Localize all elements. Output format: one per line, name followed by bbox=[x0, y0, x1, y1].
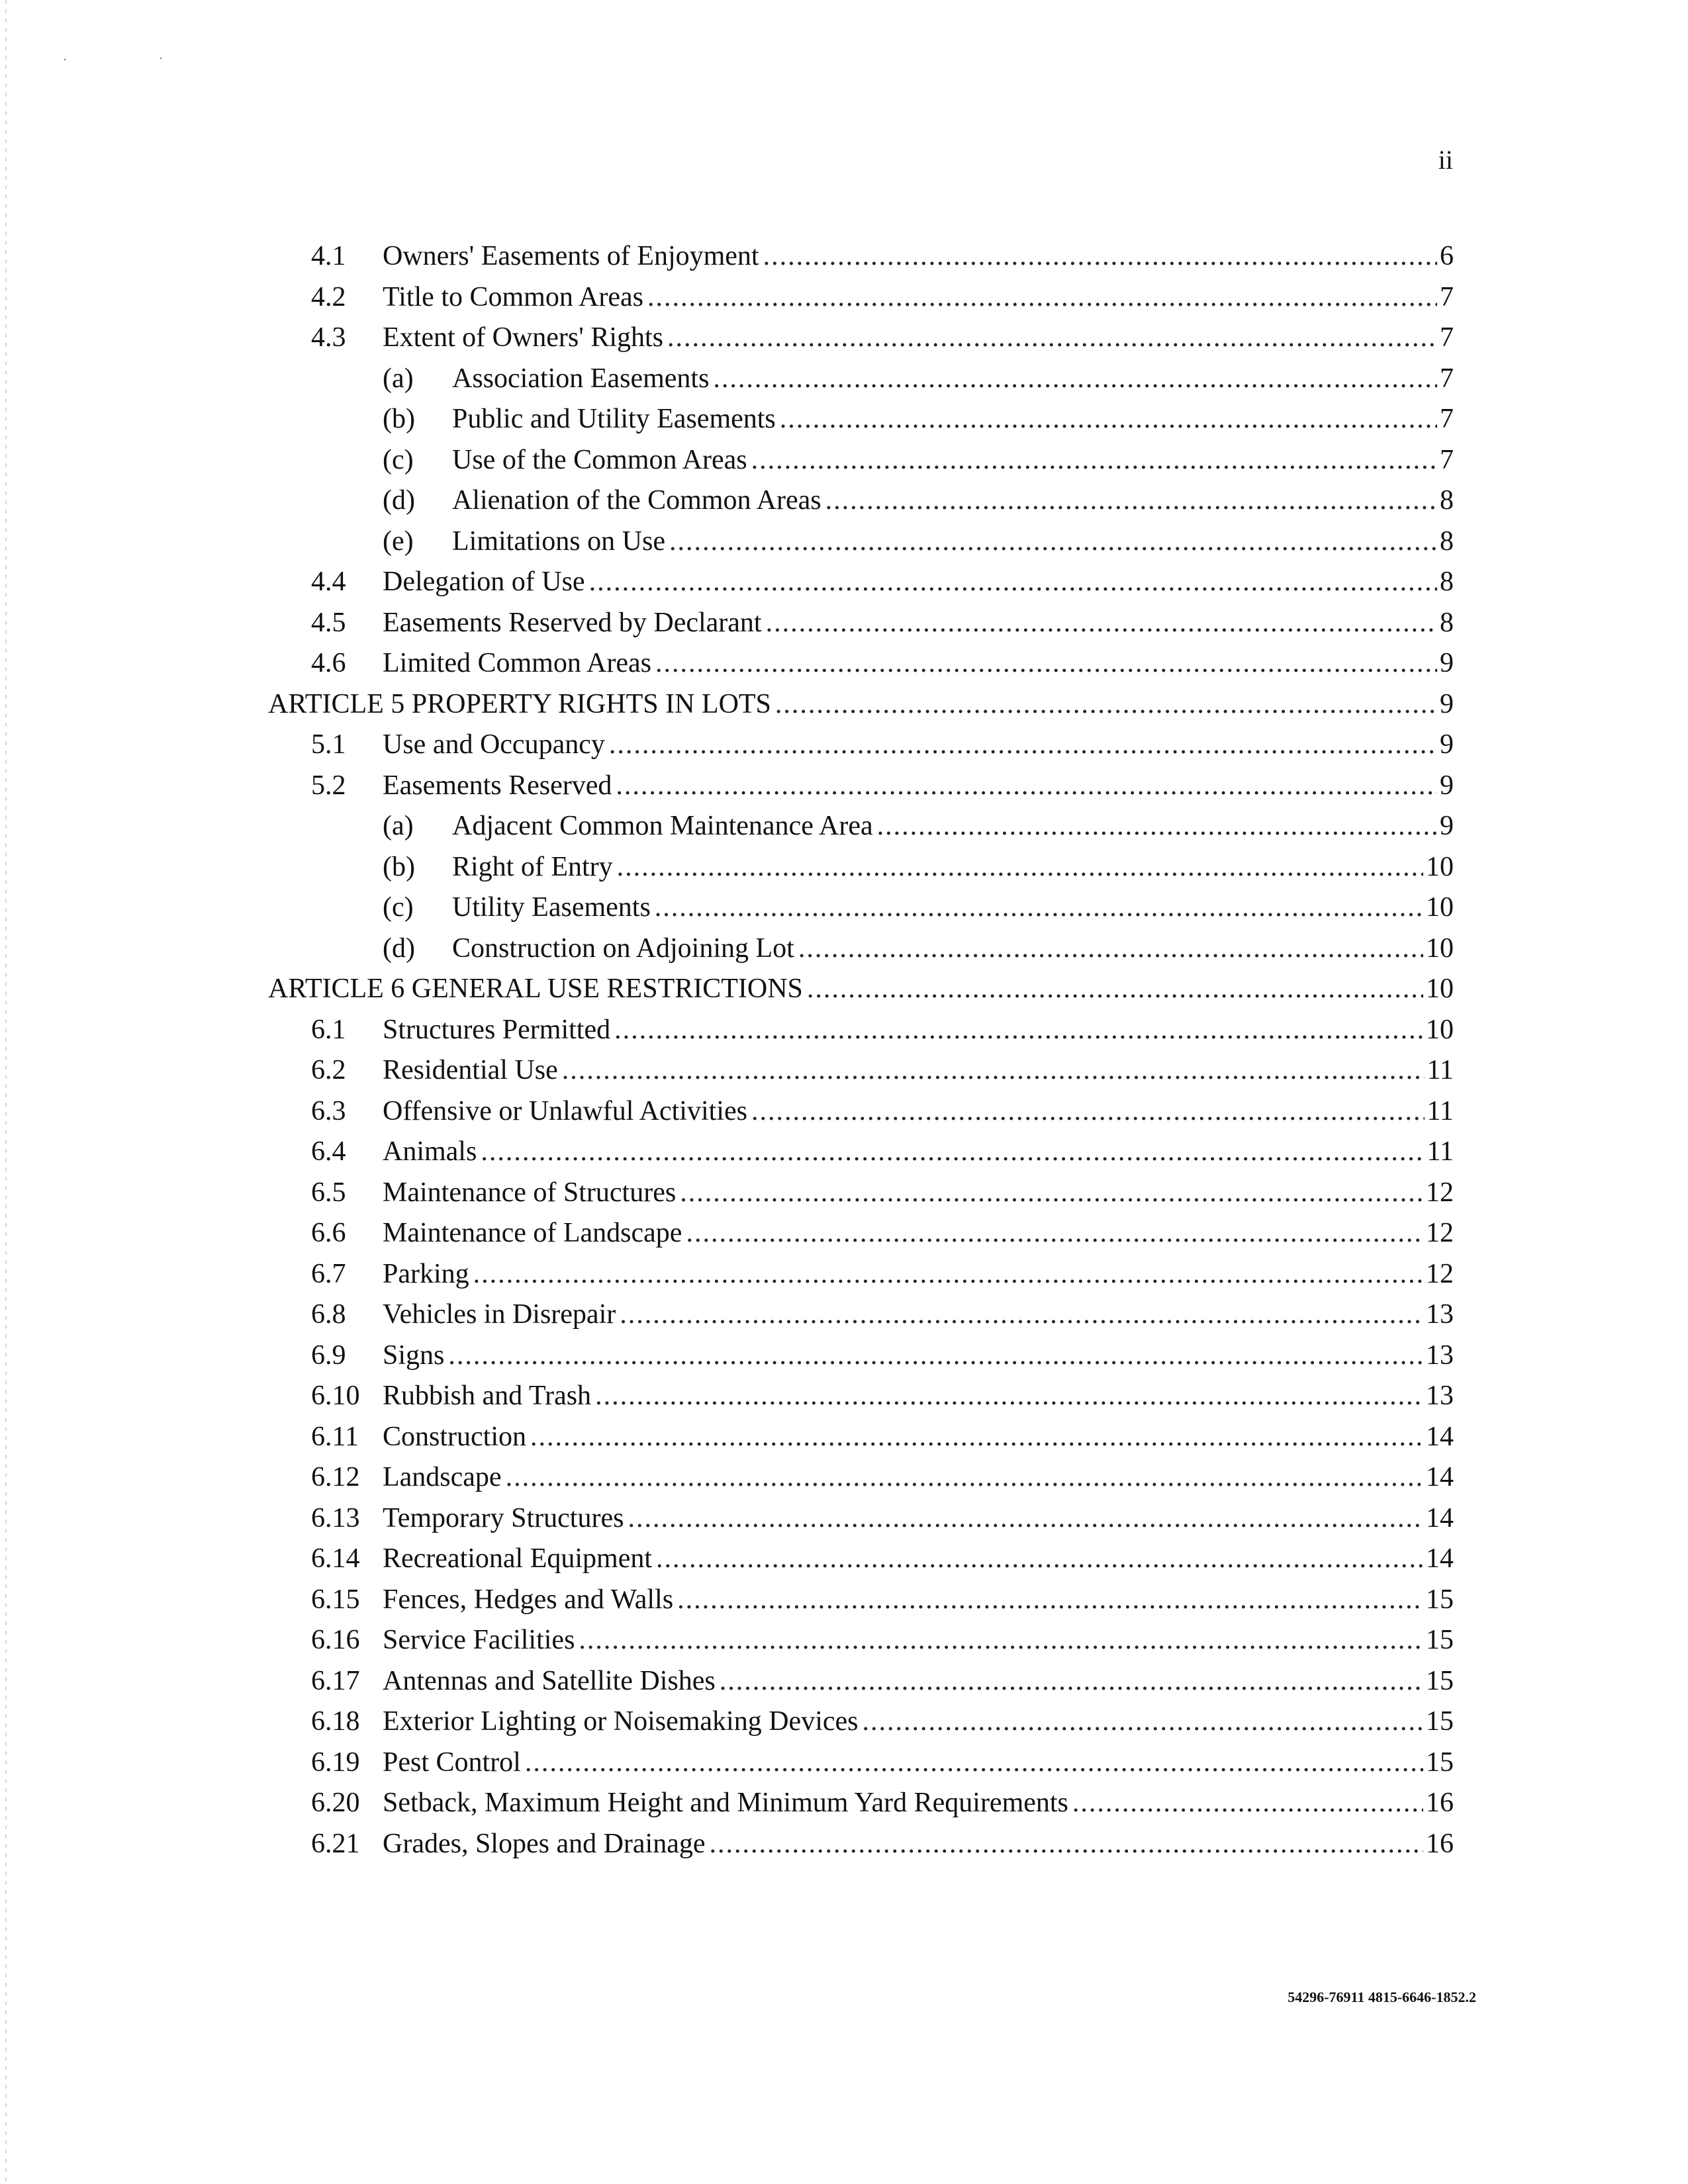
toc-section-entry bbox=[0, 1619, 1688, 1661]
toc-entry-title: Public and Utility Easements bbox=[452, 404, 776, 434]
toc-entry-title: Recreational Equipment bbox=[383, 1543, 653, 1574]
toc-entry-title: Owners' Easements of Enjoyment bbox=[383, 241, 759, 271]
toc-entry-page: 8 bbox=[1440, 567, 1454, 597]
toc-entry-number: 6.14 bbox=[311, 1543, 360, 1574]
toc-entry-page: 8 bbox=[1440, 525, 1454, 557]
toc-section-entry bbox=[0, 1335, 1688, 1376]
toc-entry-page: 15 bbox=[1426, 1584, 1454, 1615]
toc-section-entry bbox=[0, 277, 1688, 318]
dot-leader bbox=[620, 1294, 1423, 1335]
toc-entry-number: 6.7 bbox=[311, 1258, 346, 1289]
dot-leader bbox=[710, 1823, 1423, 1864]
toc-entry-page: 10 bbox=[1426, 933, 1454, 964]
dot-leader bbox=[617, 846, 1423, 887]
toc-entry-page: 11 bbox=[1427, 1055, 1454, 1085]
toc-entry-title: Rubbish and Trash bbox=[383, 1381, 592, 1411]
toc-entry-line bbox=[383, 1579, 1454, 1620]
toc-entry-line bbox=[383, 236, 1454, 277]
toc-entry-page: 13 bbox=[1426, 1381, 1454, 1411]
toc-entry-number: (d) bbox=[383, 933, 415, 964]
toc-entry-line bbox=[452, 887, 1454, 928]
toc-entry-page: 8 bbox=[1440, 485, 1454, 516]
dot-leader bbox=[473, 1253, 1423, 1295]
toc-entry-number: (b) bbox=[383, 404, 415, 434]
toc-entry-page: 8 bbox=[1440, 607, 1454, 638]
toc-entry-number: 4.4 bbox=[311, 567, 346, 597]
toc-entry-number: 6.3 bbox=[311, 1095, 346, 1126]
toc-entry-number: 6.12 bbox=[311, 1462, 360, 1492]
toc-subsection-entry bbox=[0, 521, 1688, 562]
toc-entry-title: Easements Reserved bbox=[383, 770, 612, 801]
toc-entry-line bbox=[383, 1416, 1454, 1457]
dot-leader bbox=[751, 439, 1437, 480]
toc-section-entry bbox=[0, 1498, 1688, 1539]
toc-entry-page: 10 bbox=[1426, 851, 1454, 882]
toc-entry-title: Delegation of Use bbox=[383, 567, 585, 597]
toc-section-entry bbox=[0, 602, 1688, 643]
toc-subsection-entry bbox=[0, 480, 1688, 521]
toc-entry-page: 7 bbox=[1440, 281, 1454, 312]
toc-entry-page: 6 bbox=[1440, 241, 1454, 271]
dot-leader bbox=[751, 1091, 1425, 1132]
toc-entry-title: Easements Reserved by Declarant bbox=[383, 607, 762, 638]
toc-entry-line bbox=[383, 1294, 1454, 1335]
dot-leader bbox=[616, 765, 1437, 806]
toc-section-entry bbox=[0, 1782, 1688, 1823]
toc-entry-number: 6.2 bbox=[311, 1055, 346, 1085]
toc-entry-title: Temporary Structures bbox=[383, 1502, 624, 1533]
toc-entry-number: 5.2 bbox=[311, 770, 346, 801]
toc-entry-page: 12 bbox=[1426, 1258, 1454, 1289]
toc-section-entry bbox=[0, 236, 1688, 277]
toc-entry-page: 9 bbox=[1440, 688, 1454, 719]
toc-entry-line bbox=[383, 1457, 1454, 1498]
document-code: 54296-76911 4815-6646-1852.2 bbox=[1288, 1989, 1476, 2005]
dot-leader bbox=[506, 1457, 1423, 1498]
toc-subsection-entry bbox=[0, 928, 1688, 969]
toc-entry-line bbox=[452, 846, 1454, 887]
dot-leader bbox=[609, 724, 1437, 765]
toc-subsection-entry bbox=[0, 805, 1688, 846]
toc-article-entry bbox=[0, 684, 1688, 725]
toc-entry-line bbox=[383, 561, 1454, 602]
toc-section-entry bbox=[0, 1009, 1688, 1050]
toc-entry-line bbox=[383, 1172, 1454, 1213]
toc-entry-title: Title to Common Areas bbox=[383, 281, 643, 312]
toc-entry-title: Exterior Lighting or Noisemaking Devices bbox=[383, 1706, 859, 1737]
dot-leader bbox=[589, 561, 1437, 602]
toc-entry-title: Construction on Adjoining Lot bbox=[452, 933, 794, 964]
dot-leader bbox=[579, 1619, 1423, 1661]
toc-entry-title: Maintenance of Landscape bbox=[383, 1218, 682, 1248]
toc-entry-title: Utility Easements bbox=[452, 892, 651, 923]
dot-leader bbox=[525, 1742, 1423, 1783]
toc-entry-number: 6.21 bbox=[311, 1828, 360, 1859]
toc-entry-page: 11 bbox=[1427, 1136, 1454, 1167]
dot-leader bbox=[766, 602, 1437, 643]
toc-entry-number: (c) bbox=[383, 444, 414, 475]
toc-section-entry bbox=[0, 1416, 1688, 1457]
dot-leader bbox=[448, 1335, 1423, 1376]
dot-leader bbox=[655, 643, 1437, 684]
toc-entry-title: Landscape bbox=[383, 1462, 502, 1492]
toc-section-entry bbox=[0, 1212, 1688, 1253]
toc-entry-line bbox=[452, 398, 1454, 439]
toc-entry-title: Alienation of the Common Areas bbox=[452, 485, 821, 516]
toc-entry-page: 14 bbox=[1426, 1421, 1454, 1452]
toc-entry-line bbox=[383, 765, 1454, 806]
toc-section-entry bbox=[0, 1172, 1688, 1213]
toc-entry-page: 7 bbox=[1440, 444, 1454, 475]
toc-entry-page: 9 bbox=[1440, 729, 1454, 760]
toc-entry-page: 7 bbox=[1440, 404, 1454, 434]
dot-leader bbox=[877, 805, 1437, 846]
scan-speck: · bbox=[63, 53, 67, 66]
dot-leader bbox=[530, 1416, 1423, 1457]
toc-entry-number: 4.2 bbox=[311, 281, 346, 312]
toc-entry-line bbox=[383, 602, 1454, 643]
toc-entry-title: ARTICLE 6 GENERAL USE RESTRICTIONS bbox=[268, 974, 803, 1004]
dot-leader bbox=[1072, 1782, 1423, 1823]
toc-entry-title: Structures Permitted bbox=[383, 1014, 611, 1045]
toc-entry-title: Signs bbox=[383, 1340, 445, 1371]
toc-entry-line bbox=[383, 724, 1454, 765]
toc-entry-page: 16 bbox=[1426, 1828, 1454, 1859]
toc-entry-title: Construction bbox=[383, 1421, 526, 1452]
toc-entry-line bbox=[383, 1661, 1454, 1702]
toc-entry-page: 7 bbox=[1440, 363, 1454, 394]
toc-section-entry bbox=[0, 1538, 1688, 1579]
toc-entry-number: 6.10 bbox=[311, 1381, 360, 1411]
dot-leader bbox=[595, 1375, 1423, 1416]
toc-entry-line bbox=[383, 1091, 1454, 1132]
toc-entry-line bbox=[383, 1538, 1454, 1579]
toc-entry-number: 6.19 bbox=[311, 1747, 360, 1778]
toc-entry-line bbox=[383, 1619, 1454, 1661]
toc-entry-number: 6.1 bbox=[311, 1014, 346, 1045]
dot-leader bbox=[863, 1701, 1424, 1742]
toc-entry-line bbox=[268, 968, 1454, 1009]
toc-entry-number: 6.5 bbox=[311, 1177, 346, 1208]
toc-entry-title: Vehicles in Disrepair bbox=[383, 1299, 616, 1330]
toc-entry-line bbox=[383, 1498, 1454, 1539]
toc-entry-page: 16 bbox=[1426, 1788, 1454, 1818]
toc-entry-line bbox=[452, 928, 1454, 969]
toc-entry-title: Extent of Owners' Rights bbox=[383, 322, 664, 353]
toc-entry-number: 6.15 bbox=[311, 1584, 360, 1615]
dot-leader bbox=[647, 277, 1437, 318]
dot-leader bbox=[481, 1131, 1424, 1172]
toc-subsection-entry bbox=[0, 358, 1688, 399]
toc-entry-number: (e) bbox=[383, 525, 414, 557]
toc-entry-number: 6.9 bbox=[311, 1340, 346, 1371]
toc-entry-line bbox=[452, 358, 1454, 399]
toc-entry-title: Fences, Hedges and Walls bbox=[383, 1584, 674, 1615]
toc-section-entry bbox=[0, 1457, 1688, 1498]
dot-leader bbox=[775, 684, 1437, 725]
dot-leader bbox=[614, 1009, 1423, 1050]
toc-entry-page: 13 bbox=[1426, 1340, 1454, 1371]
dot-leader bbox=[798, 928, 1423, 969]
toc-section-entry bbox=[0, 1701, 1688, 1742]
toc-entry-page: 7 bbox=[1440, 322, 1454, 353]
toc-entry-number: 6.17 bbox=[311, 1665, 360, 1696]
toc-entry-number: 6.6 bbox=[311, 1218, 346, 1248]
toc-entry-line bbox=[383, 1742, 1454, 1783]
toc-entry-line bbox=[383, 1131, 1454, 1172]
toc-entry-page: 14 bbox=[1426, 1543, 1454, 1574]
toc-entry-line bbox=[383, 1823, 1454, 1864]
toc-entry-line bbox=[383, 1701, 1454, 1742]
toc-section-entry bbox=[0, 1661, 1688, 1702]
page-number: ii bbox=[1438, 145, 1453, 175]
toc-entry-line bbox=[452, 521, 1454, 562]
toc-entry-number: 6.16 bbox=[311, 1625, 360, 1655]
scan-speck: · bbox=[159, 52, 163, 65]
toc-entry-number: 4.6 bbox=[311, 648, 346, 678]
toc-entry-page: 14 bbox=[1426, 1462, 1454, 1492]
toc-entry-title: Setback, Maximum Height and Minimum Yard Requirements bbox=[383, 1788, 1068, 1818]
dot-leader bbox=[780, 398, 1437, 439]
toc-entry-title: Residential Use bbox=[383, 1055, 558, 1085]
toc-entry-page: 10 bbox=[1426, 892, 1454, 923]
toc-entry-line bbox=[383, 643, 1454, 684]
toc-section-entry bbox=[0, 1579, 1688, 1620]
toc-entry-number: 5.1 bbox=[311, 729, 346, 760]
toc-entry-page: 15 bbox=[1426, 1747, 1454, 1778]
dot-leader bbox=[667, 317, 1437, 358]
toc-entry-line bbox=[383, 1782, 1454, 1823]
toc-entry-line bbox=[383, 1253, 1454, 1295]
toc-entry-title: Use of the Common Areas bbox=[452, 444, 747, 475]
toc-section-entry bbox=[0, 1131, 1688, 1172]
dot-leader bbox=[680, 1172, 1423, 1213]
toc-entry-title: Limited Common Areas bbox=[383, 648, 651, 678]
toc-entry-page: 12 bbox=[1426, 1218, 1454, 1248]
toc-section-entry bbox=[0, 317, 1688, 358]
toc-subsection-entry bbox=[0, 846, 1688, 887]
toc-entry-number: (b) bbox=[383, 851, 415, 882]
toc-section-entry bbox=[0, 1823, 1688, 1864]
toc-entry-page: 10 bbox=[1426, 1014, 1454, 1045]
toc-entry-title: Service Facilities bbox=[383, 1625, 575, 1655]
toc-entry-page: 11 bbox=[1427, 1095, 1454, 1126]
toc-entry-title: Antennas and Satellite Dishes bbox=[383, 1665, 716, 1696]
toc-entry-title: Use and Occupancy bbox=[383, 729, 605, 760]
toc-entry-title: Grades, Slopes and Drainage bbox=[383, 1828, 706, 1859]
toc-entry-title: Animals bbox=[383, 1136, 477, 1167]
toc-entry-number: 6.13 bbox=[311, 1502, 360, 1533]
toc-entry-number: 4.1 bbox=[311, 241, 346, 271]
toc-entry-page: 14 bbox=[1426, 1502, 1454, 1533]
toc-subsection-entry bbox=[0, 887, 1688, 928]
toc-entry-title: Pest Control bbox=[383, 1747, 521, 1778]
dot-leader bbox=[763, 236, 1437, 277]
dot-leader bbox=[655, 887, 1423, 928]
toc-entry-number: (d) bbox=[383, 485, 415, 516]
toc-entry-page: 10 bbox=[1426, 974, 1454, 1004]
toc-entry-page: 12 bbox=[1426, 1177, 1454, 1208]
toc-entry-line bbox=[383, 1375, 1454, 1416]
toc-entry-line bbox=[452, 480, 1454, 521]
dot-leader bbox=[677, 1579, 1423, 1620]
toc-subsection-entry bbox=[0, 398, 1688, 439]
toc-entry-line bbox=[383, 277, 1454, 318]
toc-entry-line bbox=[268, 684, 1454, 725]
toc-entry-line bbox=[383, 1335, 1454, 1376]
toc-entry-line bbox=[383, 317, 1454, 358]
toc-entry-title: Maintenance of Structures bbox=[383, 1177, 677, 1208]
toc-section-entry bbox=[0, 765, 1688, 806]
toc-section-entry bbox=[0, 1294, 1688, 1335]
toc-section-entry bbox=[0, 1050, 1688, 1091]
toc-entry-line bbox=[383, 1212, 1454, 1253]
toc-entry-number: 6.11 bbox=[311, 1421, 359, 1452]
dot-leader bbox=[628, 1498, 1423, 1539]
toc-entry-title: Adjacent Common Maintenance Area bbox=[452, 811, 873, 841]
toc-entry-number: (a) bbox=[383, 363, 414, 394]
dot-leader bbox=[656, 1538, 1423, 1579]
toc-entry-line bbox=[383, 1009, 1454, 1050]
toc-section-entry bbox=[0, 1375, 1688, 1416]
toc-article-entry bbox=[0, 968, 1688, 1009]
toc-entry-number: 4.5 bbox=[311, 607, 346, 638]
dot-leader bbox=[686, 1212, 1423, 1253]
dot-leader bbox=[807, 968, 1423, 1009]
toc-section-entry bbox=[0, 1253, 1688, 1295]
dot-leader bbox=[669, 521, 1437, 562]
toc-entry-page: 15 bbox=[1426, 1625, 1454, 1655]
toc-section-entry bbox=[0, 561, 1688, 602]
toc-entry-line bbox=[452, 805, 1454, 846]
toc-entry-page: 15 bbox=[1426, 1665, 1454, 1696]
dot-leader bbox=[713, 358, 1437, 399]
dot-leader bbox=[825, 480, 1437, 521]
toc-entry-title: Parking bbox=[383, 1258, 469, 1289]
toc-section-entry bbox=[0, 643, 1688, 684]
toc-entry-number: 6.4 bbox=[311, 1136, 346, 1167]
toc-section-entry bbox=[0, 1742, 1688, 1783]
toc-entry-number: (c) bbox=[383, 892, 414, 923]
toc-entry-title: Right of Entry bbox=[452, 851, 613, 882]
toc-entry-line bbox=[383, 1050, 1454, 1091]
toc-entry-page: 13 bbox=[1426, 1299, 1454, 1330]
toc-subsection-entry bbox=[0, 439, 1688, 480]
dot-leader bbox=[720, 1661, 1423, 1702]
dot-leader bbox=[562, 1050, 1425, 1091]
toc-entry-title: Limitations on Use bbox=[452, 525, 665, 557]
toc-entry-page: 9 bbox=[1440, 648, 1454, 678]
toc-entry-number: 6.18 bbox=[311, 1706, 360, 1737]
toc-section-entry bbox=[0, 1091, 1688, 1132]
toc-entry-title: Association Easements bbox=[452, 363, 710, 394]
toc-entry-number: 6.8 bbox=[311, 1299, 346, 1330]
toc-entry-title: ARTICLE 5 PROPERTY RIGHTS IN LOTS bbox=[268, 688, 771, 719]
toc-entry-page: 15 bbox=[1426, 1706, 1454, 1737]
toc-entry-line bbox=[452, 439, 1454, 480]
toc-entry-page: 9 bbox=[1440, 811, 1454, 841]
toc-entry-number: 6.20 bbox=[311, 1788, 360, 1818]
toc-entry-number: 4.3 bbox=[311, 322, 346, 353]
toc-entry-number: (a) bbox=[383, 811, 414, 841]
toc-entry-page: 9 bbox=[1440, 770, 1454, 801]
toc-entry-title: Offensive or Unlawful Activities bbox=[383, 1095, 747, 1126]
toc-section-entry bbox=[0, 724, 1688, 765]
